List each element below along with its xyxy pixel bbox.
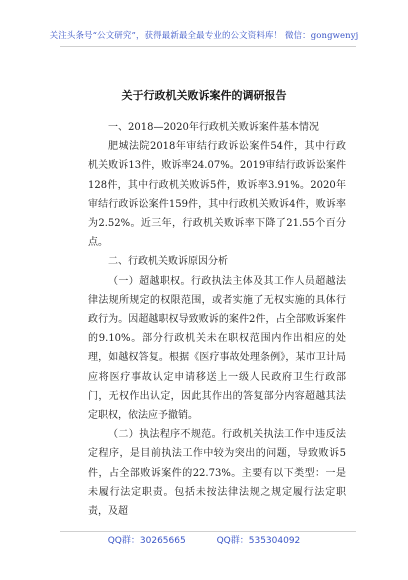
qq-group-2: QQ群：535304092 [216,536,301,546]
document-title: 关于行政机关败诉案件的调研报告 [121,89,287,102]
header-divider [60,46,356,47]
qq-group-1: QQ群：30265665 [107,536,186,546]
promo-banner: 关注头条号“公文研究”，获得最新最全最专业的公文资料库！ 微信：gongwenyj [49,31,359,41]
footer-divider [60,531,356,532]
paragraph-statistics: 肥城法院2018年审结行政诉讼案件54件，其中行政机关败诉13件，败诉率24.07%。2019审结行政诉讼案件128件，其中行政机关败诉5件，败诉率3.91%。2020年审结行政诉讼案件159件，其中行政机关败诉4件，败诉率为2.52%。近三年，行政机关败诉率下降了21.55个百分点。 [88,141,346,249]
section-heading-2: 二、行政机关败诉原因分析 [108,256,228,268]
section-heading-1: 一、2018—2020年行政机关败诉案件基本情况 [108,122,319,133]
paragraph-overreach: （一）超越职权。行政执法主体及其工作人员超越法律法规所规定的权限范围，或者实施了无权实施的具体行政行为。因超越职权导致败诉的案件2件，占全部败诉案件的9.10%。部分行政机关未在职权范围内作出相应的处理，如越权答复。根据《医疗事故处理条例》，某市卫计局应将医疗事故认定申请移送上一级人民政府卫生行政部门，无权作出认定，因此其作出的答复部分内容超越其法定职权，依法应予撤销。 [88,275,346,422]
document-body [88,118,346,521]
footer-contact [0,533,408,546]
paragraph-procedure: （二）执法程序不规范。行政机关执法工作中违反法定程序，是目前执法工作中较为突出的问题，导致败诉5件，占全部败诉案件的22.73%。主要有以下类型：一是未履行法定职责。包括未按法律法规之规定履行法定职责，及超 [88,429,346,518]
